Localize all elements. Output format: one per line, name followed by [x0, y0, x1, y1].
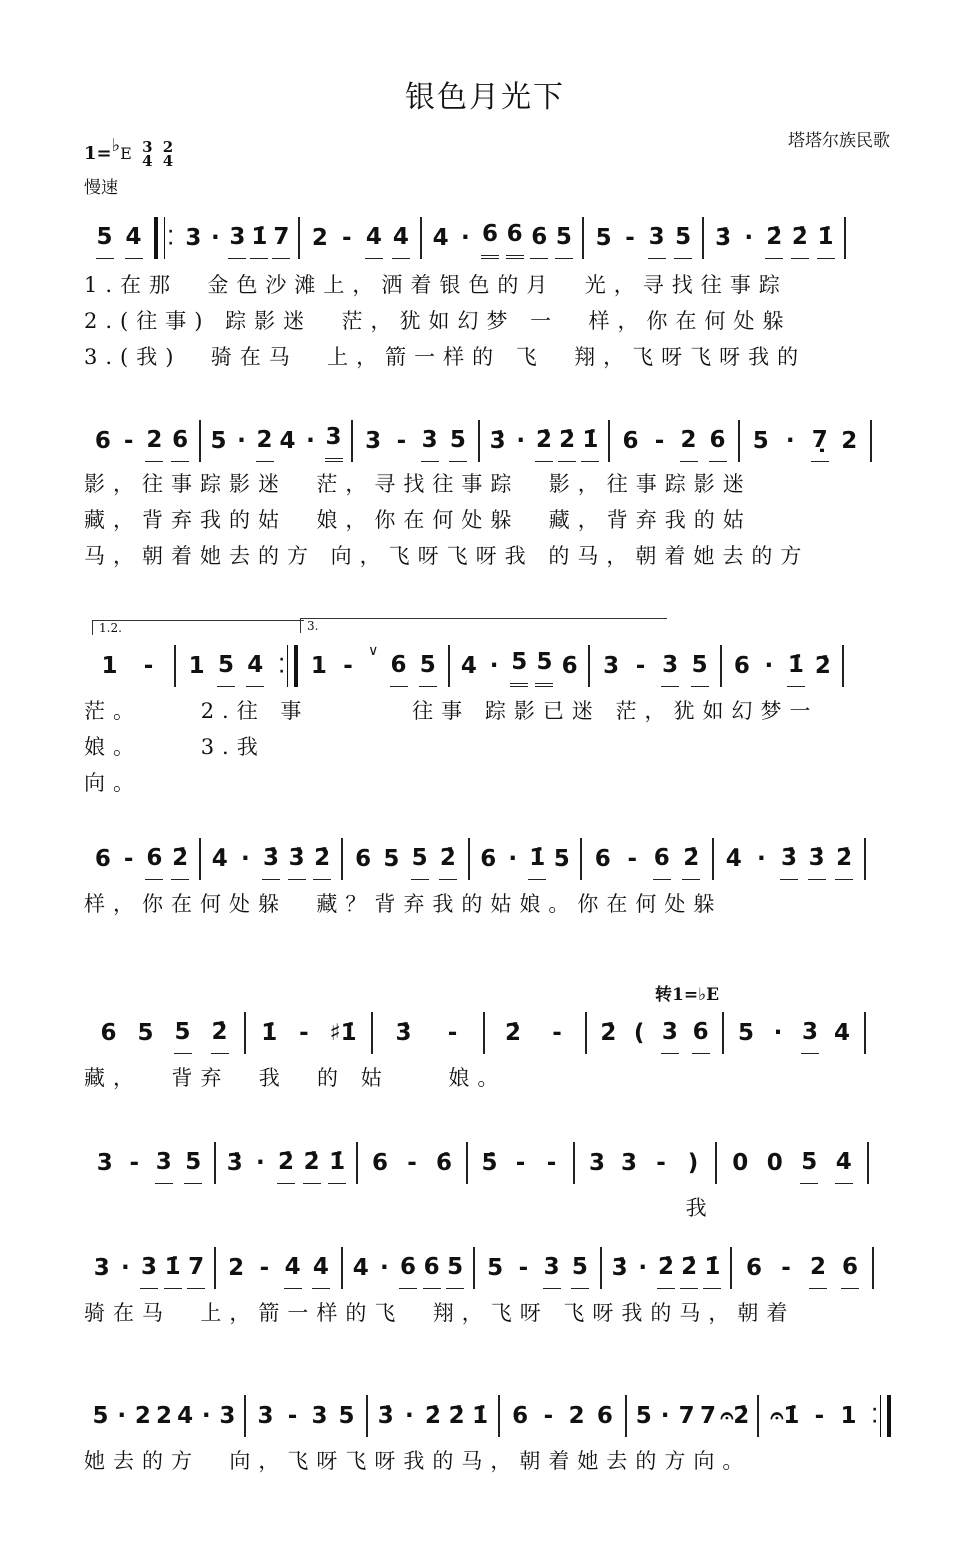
repeat-dots: · · [168, 224, 174, 252]
lyric-verse-3: 3.(我) 骑在马 上，箭一样的 飞 翔，飞呀飞呀我的 [84, 345, 807, 369]
key-prefix: 1= [84, 143, 112, 164]
lyric-verse-2: 2.(往事) 踪影迷 茫，犹如幻梦 一 样，你在何处躲 [84, 309, 792, 333]
lyric-line: 样，你在何处躲 藏？背弃我的姑娘。你在何处躲 [84, 892, 723, 916]
repeat-end-barline [287, 645, 298, 687]
lyric-line: 藏， 背弃 我 的 姑 娘。 [84, 1066, 507, 1090]
fermata-icon: 𝄐2̇ [720, 1403, 750, 1429]
lyric-verse-3: 马，朝着她去的方 向，飞呀飞呀我 的马，朝着她去的方 [84, 544, 810, 568]
lyric-verse-3: 向。 [84, 771, 142, 795]
lyric-line: 骑在马 上，箭一样的飞 翔，飞呀 飞呀我的马，朝着 [84, 1301, 796, 1325]
time-signature-3-4: 3 4 [142, 138, 153, 170]
measure: 3 · 3 1̇ 7 [176, 215, 298, 259]
measure: 3̇ · 2̇ 2̇ 1̇ [704, 215, 844, 259]
measure: 2 - 4 4 [300, 215, 420, 259]
song-source: 塔塔尔族民歌 [788, 131, 890, 151]
lyric-line: 她去的方 向，飞呀飞呀我的马，朝着她去的方向。 [84, 1449, 752, 1473]
repeat-end-barline [880, 1395, 891, 1437]
volta-bracket-1-2: 1.2. [92, 620, 304, 635]
song-title: 银色月光下 [405, 80, 565, 115]
lyric-line: 我 [84, 1196, 715, 1220]
repeat-dots: · · [279, 652, 285, 680]
lyric-verse-1: 影，往事踪影迷 茫，寻找往事踪 影，往事踪影迷 [84, 472, 752, 496]
lyric-verse-2: 藏，背弃我的姑 娘，你在何处躲 藏，背弃我的姑 [84, 508, 752, 532]
measure: 5 - 3 5 [584, 215, 702, 259]
repeat-dots: · · [872, 1402, 878, 1430]
lyric-verse-1: 1.在那 金色沙滩上，洒着银色的月 光，寻找往事踪 [84, 273, 788, 297]
measure: 4 · 6 6 6 5 [422, 215, 582, 259]
breath-mark-icon: ∨ [368, 643, 379, 659]
measure: 5 4 [84, 215, 154, 259]
time-signature-2-4: 2 4 [162, 138, 174, 170]
volta-bracket-3: 3. [300, 618, 667, 633]
lyric-verse-2: 娘。 3.我 [84, 735, 266, 759]
repeat-start-barline [154, 217, 165, 259]
modulation-marking: 转1=♭E [655, 985, 720, 1005]
key-signature [84, 135, 174, 170]
lyric-verse-1: 茫。 2.往 事 往事 踪影已迷 茫，犹如幻梦一 [84, 699, 819, 723]
tempo-marking: 慢速 [84, 178, 118, 198]
flat-icon: ♭ [111, 135, 121, 156]
key-note: E [120, 144, 132, 163]
